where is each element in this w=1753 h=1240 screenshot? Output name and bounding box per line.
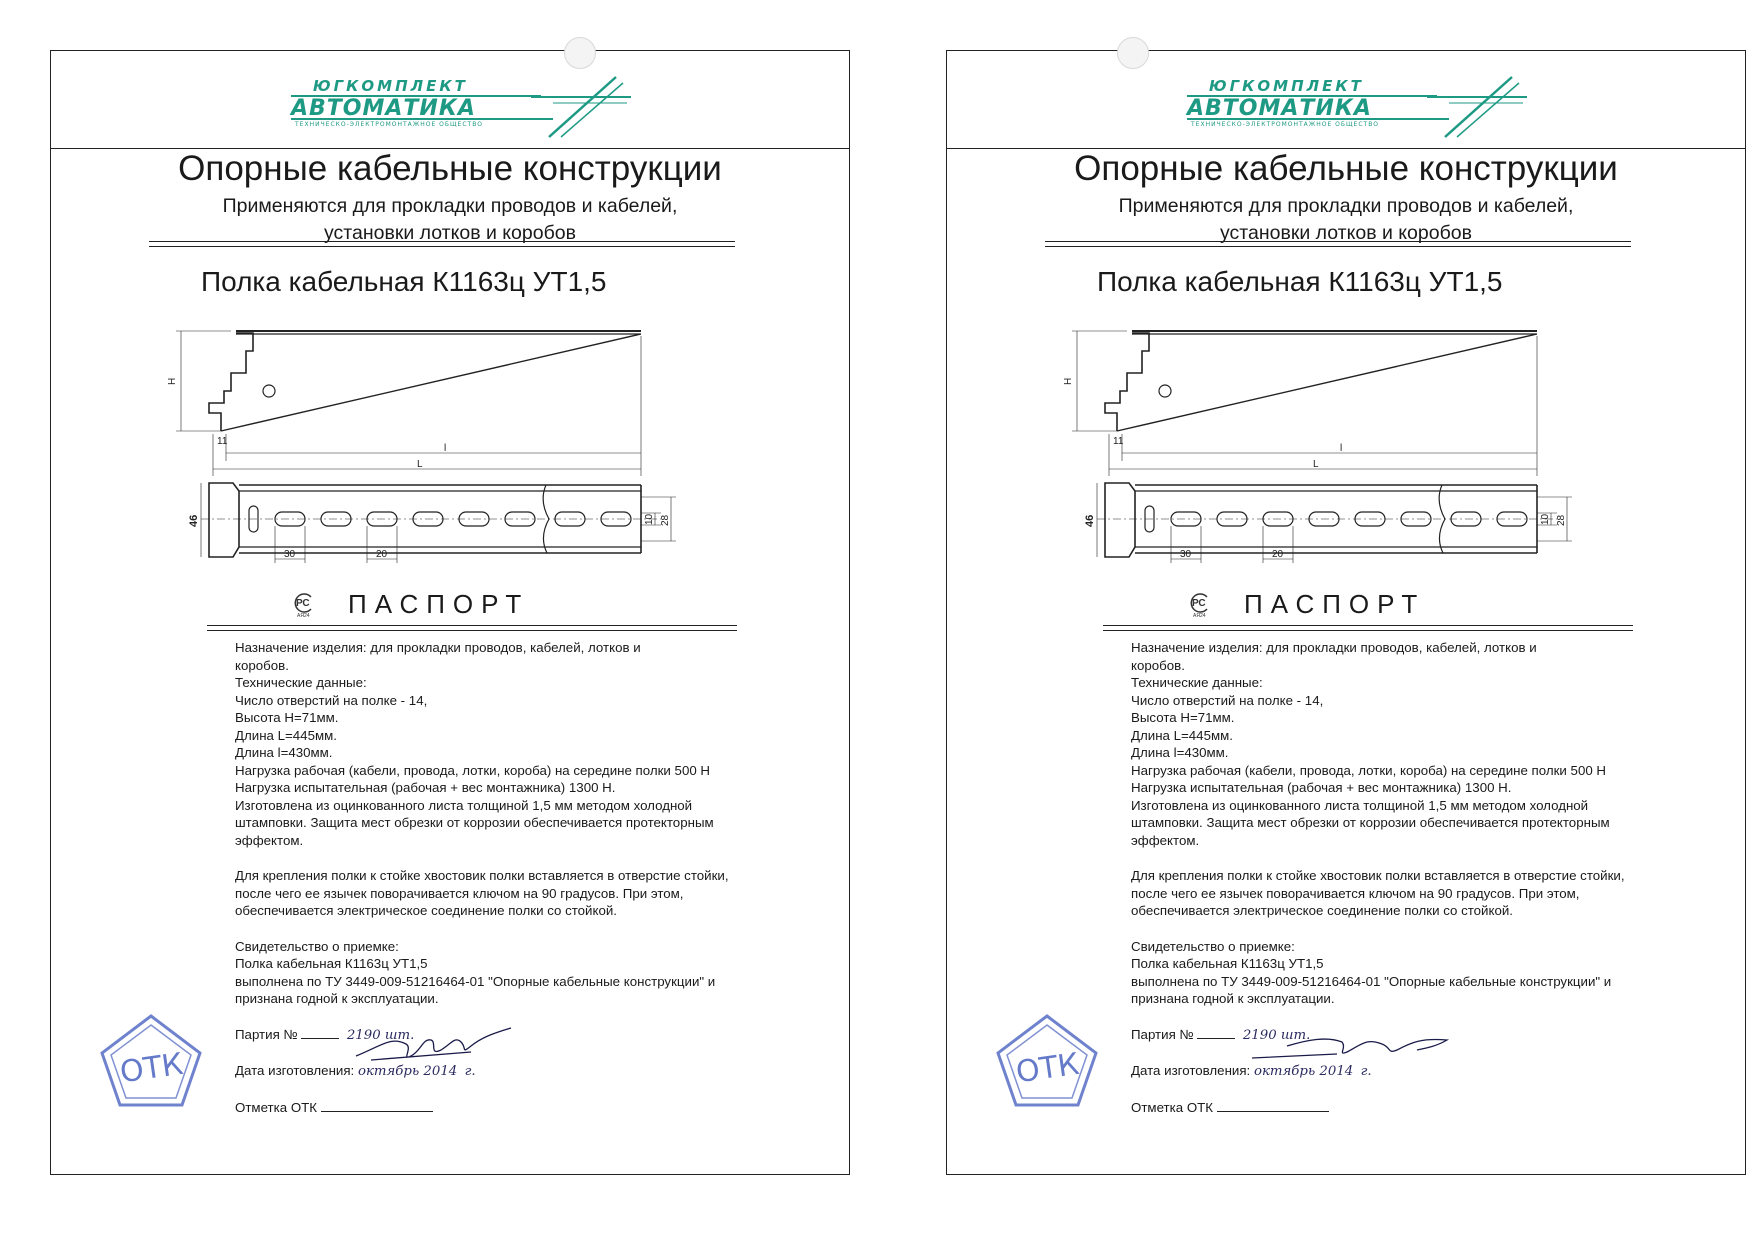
divider bbox=[207, 625, 737, 626]
subtitle-line-1: Применяются для прокладки проводов и кабелей, bbox=[222, 195, 678, 217]
product-name: Полка кабельная К1163ц УТ1,5 bbox=[1097, 266, 1503, 297]
otk-line bbox=[235, 1099, 805, 1117]
acceptance-line-2: Полка кабельная К1163ц УТ1,5 bbox=[235, 956, 428, 971]
divider bbox=[1045, 246, 1631, 247]
date-label: Дата изготовления: bbox=[1131, 1063, 1251, 1078]
spec-height: Высота H=71мм. bbox=[1131, 710, 1235, 725]
acceptance-line-2: Полка кабельная К1163ц УТ1,5 bbox=[1131, 956, 1324, 971]
product-name: Полка кабельная К1163ц УТ1,5 bbox=[201, 266, 607, 297]
company-logo bbox=[291, 69, 631, 141]
dim-l-lower: L bbox=[1313, 459, 1319, 470]
cert-mark-code: АЯ24 bbox=[297, 613, 310, 619]
purpose-line-2: коробов. bbox=[235, 657, 289, 673]
mount-line-1: Для крепления полки к стойке хвостовик полки вставляется в отверстие стойки, bbox=[235, 868, 729, 883]
logo-line2: АВТОМАТИКА bbox=[291, 96, 476, 121]
purpose-line-1: Назначение изделия: для прокладки проводов, кабелей, лотков и bbox=[1131, 640, 1537, 655]
dim-l-upper: l bbox=[1340, 443, 1343, 454]
date-suffix: г. bbox=[1360, 1064, 1372, 1079]
dim-30: 30 bbox=[1180, 549, 1192, 560]
spec-length-l: Длина l=430мм. bbox=[1131, 745, 1229, 760]
dim-h: H bbox=[167, 377, 178, 385]
logo-header bbox=[51, 51, 849, 149]
divider bbox=[1103, 630, 1633, 631]
dim-l-upper: l bbox=[444, 443, 447, 454]
dim-28: 28 bbox=[1556, 514, 1567, 526]
manufacture-line-3: эффектом. bbox=[235, 832, 304, 848]
purpose-line-2: коробов. bbox=[1131, 657, 1185, 673]
logo-line1: ЮГКОМПЛЕКТ bbox=[1209, 77, 1364, 95]
cert-mark-letters: РС bbox=[1192, 598, 1206, 609]
otk-stamp bbox=[992, 1011, 1102, 1111]
dim-h: H bbox=[1063, 377, 1074, 385]
acceptance-line-3: выполнена по ТУ 3449-009-51216464-01 "Опорные кабельные конструкции" и bbox=[1131, 973, 1612, 989]
spec-load-work: Нагрузка рабочая (кабели, провода, лотки, короба) на середине полки 500 Н bbox=[1131, 762, 1607, 778]
manufacture-line-2: штамповки. Защита мест обрезки от коррозии обеспечивается протекторным bbox=[235, 815, 714, 830]
stamp-text: ОТК bbox=[1013, 1046, 1082, 1091]
spec-load-test: Нагрузка испытательная (рабочая + вес монтажника) 1300 Н. bbox=[235, 780, 616, 795]
date-value: октябрь 2014 bbox=[1253, 1064, 1354, 1079]
spec-length-L: Длина L=445мм. bbox=[1131, 727, 1233, 743]
document-title: Опорные кабельные конструкции bbox=[178, 149, 722, 188]
logo-line1: ЮГКОМПЛЕКТ bbox=[313, 77, 468, 95]
dim-10: 10 bbox=[1540, 513, 1551, 525]
batch-qty: 2190 шт. bbox=[1242, 1027, 1311, 1043]
shelf-technical-drawing bbox=[161, 301, 721, 560]
shelf-technical-drawing bbox=[1057, 301, 1617, 560]
spec-length-l: Длина l=430мм. bbox=[235, 745, 333, 760]
manufacture-line-2: штамповки. Защита мест обрезки от коррозии обеспечивается протекторным bbox=[1131, 815, 1610, 830]
logo-line2: АВТОМАТИКА bbox=[1187, 96, 1372, 121]
divider bbox=[149, 241, 735, 242]
manufacture-line-1: Изготовлена из оцинкованного листа толщиной 1,5 мм методом холодной bbox=[1131, 797, 1589, 813]
batch-label: Партия № bbox=[235, 1026, 298, 1042]
dim-46: 46 bbox=[188, 514, 200, 527]
certification-mark-icon bbox=[291, 591, 317, 619]
passport-sheet-left bbox=[50, 50, 850, 1175]
dim-28: 28 bbox=[660, 514, 671, 526]
manufacture-line-1: Изготовлена из оцинкованного листа толщиной 1,5 мм методом холодной bbox=[235, 797, 693, 813]
document-subtitle bbox=[947, 193, 1745, 247]
spec-holes: Число отверстий на полке - 14, bbox=[235, 692, 428, 708]
logo-header bbox=[947, 51, 1745, 149]
cert-mark-letters: РС bbox=[296, 598, 310, 609]
tech-heading: Технические данные: bbox=[235, 675, 367, 690]
divider bbox=[1103, 625, 1633, 626]
subtitle-line-2: установки лотков и коробов bbox=[1220, 222, 1472, 244]
passport-heading: ПАСПОРТ bbox=[1244, 589, 1426, 619]
passport-heading: ПАСПОРТ bbox=[348, 589, 530, 619]
mount-line-1: Для крепления полки к стойке хвостовик полки вставляется в отверстие стойки, bbox=[1131, 868, 1625, 883]
acceptance-line-3: выполнена по ТУ 3449-009-51216464-01 "Опорные кабельные конструкции" и bbox=[235, 973, 716, 989]
company-logo bbox=[1187, 69, 1527, 141]
certification-mark-icon bbox=[1187, 591, 1213, 619]
passport-sheet-right bbox=[946, 50, 1746, 1175]
stamp-text: ОТК bbox=[117, 1046, 186, 1091]
subtitle-line-2: установки лотков и коробов bbox=[324, 222, 576, 244]
acceptance-line-1: Свидетельство о приемке: bbox=[235, 938, 399, 954]
mount-line-2: после чего ее язычек поворачивается ключом на 90 градусов. При этом, bbox=[1131, 885, 1580, 901]
otk-line bbox=[1131, 1099, 1701, 1117]
document-title: Опорные кабельные конструкции bbox=[1074, 149, 1618, 188]
mount-line-3: обеспечивается электрическое соединение полки со стойкой. bbox=[235, 903, 617, 918]
logo-line3: ТЕХНИЧЕСКО-ЭЛЕКТРОМОНТАЖНОЕ ОБЩЕСТВО bbox=[295, 121, 484, 128]
otk-label: Отметка ОТК bbox=[235, 1099, 318, 1115]
otk-stamp bbox=[96, 1011, 206, 1111]
divider bbox=[207, 630, 737, 631]
spec-holes: Число отверстий на полке - 14, bbox=[1131, 692, 1324, 708]
signature bbox=[351, 1016, 551, 1076]
mount-line-3: обеспечивается электрическое соединение полки со стойкой. bbox=[1131, 903, 1513, 918]
signature bbox=[1247, 1016, 1487, 1076]
divider bbox=[149, 246, 735, 247]
mount-line-2: после чего ее язычек поворачивается ключом на 90 градусов. При этом, bbox=[235, 885, 684, 901]
dim-10: 10 bbox=[644, 513, 655, 525]
batch-label: Партия № bbox=[1131, 1026, 1194, 1042]
otk-label: Отметка ОТК bbox=[1131, 1099, 1214, 1115]
date-suffix: г. bbox=[464, 1064, 476, 1079]
cert-mark-code: АЯ24 bbox=[1193, 613, 1206, 619]
dim-30: 30 bbox=[284, 549, 296, 560]
acceptance-line-4: признана годной к эксплуатации. bbox=[1131, 991, 1335, 1006]
spec-length-L: Длина L=445мм. bbox=[235, 727, 337, 743]
dim-11: 11 bbox=[217, 436, 228, 447]
purpose-line-1: Назначение изделия: для прокладки проводов, кабелей, лотков и bbox=[235, 640, 641, 655]
dim-11: 11 bbox=[1113, 436, 1124, 447]
batch-qty: 2190 шт. bbox=[346, 1027, 415, 1043]
spec-height: Высота H=71мм. bbox=[235, 710, 339, 725]
dim-l-lower: L bbox=[417, 459, 423, 470]
spec-load-work: Нагрузка рабочая (кабели, провода, лотки, короба) на середине полки 500 Н bbox=[235, 762, 711, 778]
date-label: Дата изготовления: bbox=[235, 1063, 355, 1078]
spec-load-test: Нагрузка испытательная (рабочая + вес монтажника) 1300 Н. bbox=[1131, 780, 1512, 795]
document-subtitle bbox=[51, 193, 849, 247]
tech-heading: Технические данные: bbox=[1131, 675, 1263, 690]
dim-46: 46 bbox=[1084, 514, 1096, 527]
acceptance-line-1: Свидетельство о приемке: bbox=[1131, 938, 1295, 954]
date-value: октябрь 2014 bbox=[357, 1064, 458, 1079]
manufacture-line-3: эффектом. bbox=[1131, 832, 1200, 848]
divider bbox=[1045, 241, 1631, 242]
acceptance-line-4: признана годной к эксплуатации. bbox=[235, 991, 439, 1006]
logo-line3: ТЕХНИЧЕСКО-ЭЛЕКТРОМОНТАЖНОЕ ОБЩЕСТВО bbox=[1191, 121, 1380, 128]
subtitle-line-1: Применяются для прокладки проводов и кабелей, bbox=[1118, 195, 1574, 217]
dim-20: 20 bbox=[376, 549, 388, 560]
dim-20: 20 bbox=[1272, 549, 1284, 560]
